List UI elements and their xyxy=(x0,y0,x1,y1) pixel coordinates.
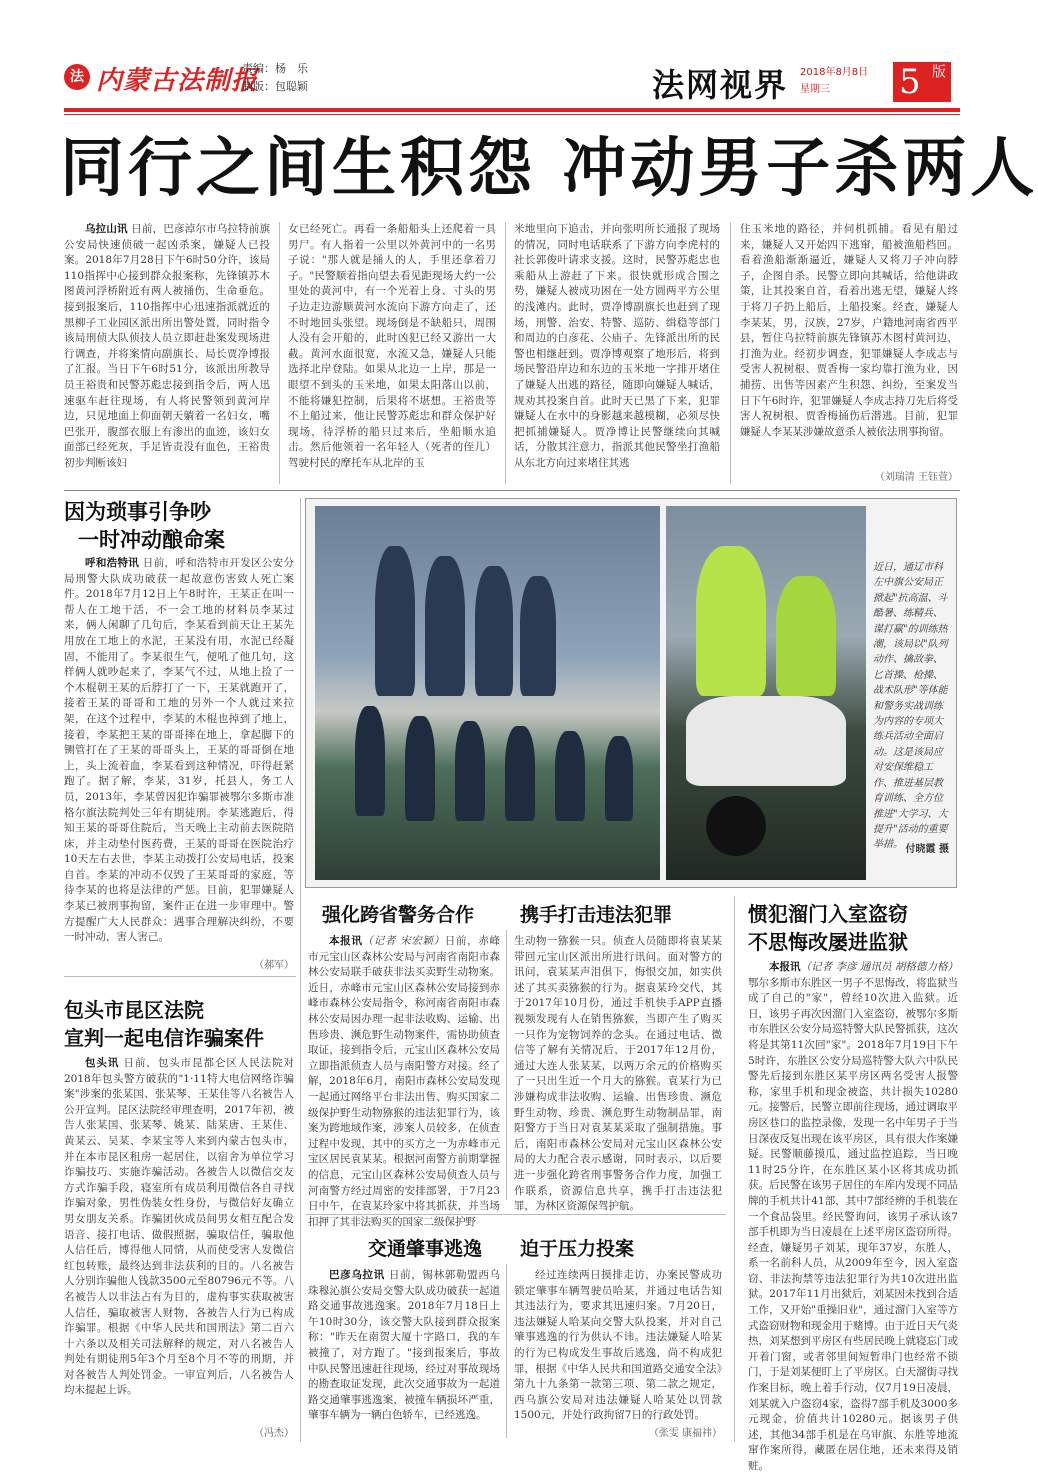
header-rule-thin xyxy=(64,114,960,115)
main-article-text-4: 住玉米地的路径，并伺机抓捕。看见有船过来，嫌疑人又开始四下逃窜，船被渔船档回。看着渔船渐渐逼近，嫌疑人又将刀子冲向脖子，企图自杀。民警立即向其喊话，给他讲政策，让其投案自首，看着出逃无望，嫌疑人终于将刀子扔上船后，上船投案。经查，嫌疑人李某某，男，汉族，27岁，户籍地河南省西平县，暂住乌拉特前旗先锋镇苏木图村黄河边，打渔为业。经初步调查，犯罪嫌疑人李成志与受害人祝树根、贾香梅一家均靠打渔为业，因捕捞、出售等因素产生积怨、纠纷，至案发当日下午6时许，犯罪嫌疑人李成志持刀先后将受害人祝树根、贾香梅捅伤后潜逃。目前，犯罪嫌疑人李某某涉嫌故意杀人被依法刑事拘留。 xyxy=(740,223,958,438)
weekday-text: 星期三 xyxy=(800,84,830,95)
main-headline: 同行之间生积怨 冲动男子杀两人 xyxy=(60,131,1038,206)
newspaper-logo: 内蒙古法制报 xyxy=(96,66,259,96)
article-e-col1 xyxy=(308,1268,500,1438)
article-d-title-line1: 惯犯溜门入室盗窃 xyxy=(748,902,908,926)
traffic-police-photo xyxy=(666,506,866,880)
main-article-text-1: 日前，巴彦淖尔市乌拉特前旗公安局快速侦破一起凶杀案，嫌疑人已投案。2018年7月28日下午6时50分许，该局110指挥中心接到群众报案称，先锋镇苏木图黄河浮桥附近有两人被捅伤，生命垂危。接到报案后，110指挥中心迅速指派就近的黑柳子工业园区派出所出警处置，同时指令该局刑侦大队侦技人员立即赶赴案发现场进行调查，并将案情向副旗长、局长贾净博报了汇报。当日下午6时51分，该派出所教导员王裕贵和民警苏彪忠接到指令后，两人迅速驱车赶往现场，有人将民警领到黄河岸边，只见地面上仰面朝天躺着一名妇女，嘴巴张开，腹部衣服上有渗出的血迹，该妇女面部已经死灰，手足皆责没有血色，王裕贵初步判断该妇 xyxy=(64,223,271,469)
article-e-title-left: 交通肇事逃逸 xyxy=(368,1238,483,1260)
page-number: 5 xyxy=(899,62,921,102)
column-divider xyxy=(734,896,735,1442)
article-e-text-2: 经过连续两日摸排走访，办案民警成功锁定肇事车辆驾驶员哈某，并通过电话告知其违法行为，要求其迅速归案。7月20日，违法嫌疑人哈某向交警大队投案，并对自己肇事逃逸的行为供认不讳。违法嫌疑人哈某的行为已构成发生事故后逃逸，尚不构成犯罪，根据《中华人民共和国道路交通安全法》第九十九条第一款第三项、第二款之规定，西乌旗公安局对违法嫌疑人哈某处以罚款1500元，并处行政拘留7日的行政处罚。 xyxy=(514,1269,722,1422)
main-article-col1 xyxy=(64,222,270,484)
article-a-title-line2: 一时冲动酿命案 xyxy=(78,527,225,552)
article-a-text: 日前，呼和浩特市开发区公安分局刑警大队成功破获一起故意伤害致人死亡案件。2018年7月12日上午8时许，王某正在叫一帮人在工地干活，不一会工地的材料员李某过来，俩人闲聊了几句后，李某看到前天让王某先用放在工地上的水泥，王某没有用，水泥已经凝固，不能用了。李某很生气，便吼了他几句，这样俩人就吵起来了，李某气不过，从地上捡了一个木棍朝王某的后脖打了一下，王某就跑开了，接着王某的哥哥和工地的另外一个人就过来拉架，在这个过程中，李某的木棍也掉到了地上，接着，李某把王某的哥哥摔在地上，拿起脚下的铡管打在了王某的哥哥头上，王某的哥哥倒在地上，头上流着血，李某看到这种情况，吓得赶紧跑了。据了解，李某，31岁，托县人，务工人员，2013年，李某曾因犯诈骗罪被鄂尔多斯市准格尔旗法院判处三年有期徒刑。李某逃跑后，得知王某的哥哥住院后，当天晚上主动前去医院陪床，并主动垫付医药费，王某的哥哥在医院治疗10天左右去世，李某主动拨打公安局电话，投案自首。李某的冲动不仅毁了王某哥哥的家庭，等待李某的也将是法律的严惩。目前，犯罪嫌疑人李某已被刑事拘留，案件正在进一步审理中。警方提醒广大人民群众：遇事合理解决纠纷，不要一时冲动，害人害己。 xyxy=(64,557,295,944)
article-b-title xyxy=(64,996,264,1052)
police-drill-photo xyxy=(315,506,660,880)
article-a-byline: （郝军） xyxy=(254,960,294,971)
article-d-body xyxy=(748,960,958,1472)
column-divider xyxy=(730,222,731,484)
photo-credit: 付晓霞 摄 xyxy=(905,844,949,855)
main-article-text-2: 女已经死亡。再看一条船船头上还爬着一具男尸。有人指着一公里以外黄河中的一名男子说："那人就是捅人的人，手里还拿着刀子。"民警顺着指向望去看见距现场大约一公里处的黄河中，有一个光着上身、寸头的男子边走边游顺黄河水流向下游方向走了，还不时地回头张望。现场倒是不缺船只，周围人没有会开船的，此时凶犯已经又游出一大截。黄河水面很宽，水流又急，嫌疑人只能选择北岸登陆。如果从北边一上岸，那是一眼望不到头的玉米地，如果太阳落山以前，不能将嫌犯控制，后果将不堪想。王裕贵等不上船过来，他让民警苏彪忠和群众保护好现场，待浮桥的船只过来后，坐船顺水追击。然后他领着一名年轻人（死者的侄儿）驾驶村民的摩托车从北岸的玉 xyxy=(288,223,496,469)
article-a-title xyxy=(64,498,225,554)
editor-credits xyxy=(242,60,308,96)
article-c-col2 xyxy=(514,934,722,1213)
main-article-col4 xyxy=(740,222,958,468)
article-d-title-line2: 不思悔改屡进监狱 xyxy=(748,930,908,954)
page-suffix: 版 xyxy=(930,64,946,78)
main-article-lead: 乌拉山讯 xyxy=(85,223,128,235)
article-a-body xyxy=(64,556,294,952)
issue-date xyxy=(800,64,868,98)
article-c-title-right: 携手打击违法犯罪 xyxy=(520,904,673,926)
production-label: 制版：包聪颖 xyxy=(242,80,308,93)
column-divider xyxy=(300,498,301,1442)
article-d-title xyxy=(748,900,908,956)
article-e-text-1: 日前，锡林郭勒盟西乌珠穆沁旗公安局交警大队成功破获一起道路交通事故逃逸案。2018年7月18日上午10时30分，该交警大队接到群众报案称："昨天在南贺大厦十字路口，我的车被撞了，对方跑了。"接到报案后，事故中队民警迅速赶往现场，经过对事故现场的勘查取证发现，此次交通事故为一起道路交通肇事逃逸案，被撞车辆损坏严重，肇事车辆为一辆白色轿车，已经逃逸。 xyxy=(308,1269,500,1422)
column-divider xyxy=(505,222,506,484)
article-d-lead: 本报讯 xyxy=(769,961,801,973)
article-e-title-right: 迫于压力投案 xyxy=(520,1238,635,1260)
article-a-lead: 呼和浩特讯 xyxy=(85,557,140,569)
article-a-title-line1: 因为琐事引争吵 xyxy=(64,499,211,524)
article-c-col1 xyxy=(308,934,501,1228)
article-e-byline: （张雯 康福祎） xyxy=(648,1428,722,1439)
main-article-text-3: 米地里向下追击，并向张明所长通报了现场的情况，同时电话联系了下游方向李虎村的社长郭俊叶请求支援。这时，民警苏彪忠也乘船从上游赶了下来。很快就形成合围之势，嫌疑人被成功困在一处方圆两平方公里的浅滩内。此时，贾净博副旗长也赶到了现场，刑警、治安、特警、巡防、缉稳等部门和周边的白彦花、公庙子、先锋派出所的民警也相继赶到。贾净博观察了地形后，将到场民警沿岸边和东边的玉米地一字排开堵住了嫌疑人出逃的路径，随即向嫌疑人喊话，规劝其投案自首。此时天已黑了下来，犯罪嫌疑人在水中的身影越来越模糊，必须尽快把抓捕嫌疑人。贾净博让民警继续向其喊话，分散其注意力，指派其他民警坐打渔船从东北方向过来堵住其逃 xyxy=(514,223,720,469)
article-d-reporters: （记者 李彦 通讯员 胡格德力格） xyxy=(800,961,958,973)
header-rule xyxy=(64,108,960,112)
article-b-lead: 包头讯 xyxy=(85,1057,120,1069)
article-b-title-line1: 包头市昆区法院 xyxy=(64,998,204,1022)
article-b-text: 日前，包头市昆都仑区人民法院对2018年包头警方破获的"1·11特大电信网络诈骗案"涉案的张某国、张某琴、王某佳等八名被告人公开宣判。昆区法院经审理查明，2017年初，被告人张某国、张某琴、姚某、陆某唐、王某佳、黄某云、吴某、李某宝等人来到内蒙古包头市，并在本市昆区租房一起居住，以宿舍为单位学习诈骗技巧、实施诈骗活动。各被告人以微信交友方式诈骗手段，寝室所有成员利用微信各自寻找诈骗对象，男性伪装女性身份，与微信好友确立男女朋友关系。诈骗团伙成员间男女相互配合发语音、接打电话、做假照据，骗取信任，骗取他人信任后，博得他人同情，从而使受害人发微信红包转账，最终达到非法获利的目的。八名被告人分别诈骗他人钱款3500元至80796元不等。八名被告人以非法占有为目的，虚构事实获取被害人信任，骗取被害人财物，各被告人行为已构成诈骗罪。根据《中华人民共和国刑法》第二百六十六条以及相关司法解释的规定，对八名被告人判处有期徒刑5年3个月至8个月不等的刑期，并对各被告人判处罚金。一审宣判后，八名被告人均未提起上诉。 xyxy=(64,1057,295,1397)
article-b-body xyxy=(64,1056,294,1420)
article-b-title-line2: 宣判一起电信诈骗案件 xyxy=(64,1026,264,1050)
article-c-lead: 本报讯 xyxy=(329,935,363,947)
section-divider xyxy=(306,1214,726,1215)
article-c-reporters: （记者 宋宏颖） xyxy=(362,935,445,947)
date-text: 2018年8月8日 xyxy=(800,67,869,78)
column-divider xyxy=(279,222,280,484)
column-divider xyxy=(506,930,507,1200)
column-divider xyxy=(506,1264,507,1438)
newspaper-logo-icon: 法 xyxy=(64,64,90,90)
article-c-text-1: 日前，赤峰市元宝山区森林公安局与河南省南阳市森林公安局联手破获非法买卖野生动物案。近日，赤峰市元宝山区森林公安局接到赤峰市森林公安局指令，称河南省南阳市森林公安局因办理一起非法收购、运输、出售珍贵、濒危野生动物案件，需协助侦查取证，接到指令后，元宝山区森林公安局立即指派侦查人员与南阳警方对接。经了解，2018年6月，南阳市森林公安局发现一起通过网络平台非法出售、购买国家二级保护野生动物猕猴的违法犯罪行为，该案为跨地域作案，涉案人员较多，在侦查过程中发现，其中的买方之一为赤峰市元宝区居民袁某某。根据河南警方前期掌握的信息，元宝山区森林公安局侦查人员与河南警方经过周密的安排部署，于7月23日中午，在袁某玲家中将其抓获，并当场扣押了其非法购买的国家二级保护野 xyxy=(308,935,501,1228)
main-article-col3 xyxy=(514,222,720,484)
article-d-text: 鄂尔多斯市东胜区一男子不思悔改，将监狱当成了自己的"家"，曾经10次进入监狱。近日，该男子再次因溜门入室盗窃，被鄂尔多斯市东胜区公安分局巡特警大队民警抓获，这次将是其第11次回"家"。2018年7月19日下午5时许，东胜区公安分局巡特警大队六中队民警先后接到东胜区某平房区两名受害人报警称，家里手机和现金被盗，共计损失10280元。接警后，民警立即前往现场，通过调取平房区巷口的监控录像，发现一名中年男子于当日深夜反复出现在该平房区，具有很大作案嫌疑。民警顺藤摸瓜，通过监控追踪，当日晚11时25分许，在东胜区某小区将其成功抓获。后民警在该男子居住的车库内发现不同品牌的手机共计41部，其中7部经辨的手机装在一个食品袋里。经民警询问，该男子承认该7部手机即为当日凌晨在上述平房区盗窃所得。经查，嫌疑男子刘某，现年37岁，东胜人，系一名前科人员，从2009年至今，因入室盗窃、非法拘禁等违法犯罪行为共10次进出监狱。2017年11月出狱后，刘某因未找到合适工作，又开始"重操旧业"，通过溜门入室等方式盗窃财物和现金用于赌博。由于近日天气炎热，刘某想到平房区有些居民晚上就寝忘门或开着门窗，或者邻里间短暂串门也经常不锁门，于是刘某便盯上了平房区。白天溜街寻找作案目标，晚上着手行动，仅7月19日凌晨，刘某就入户盗窃4家，盗得7部手机及3000多元现金，价值共计10280元。据该男子供述，其他34部手机是在乌审旗、东胜等地流窜作案所得，藏匿在居住地，还未来得及销赃。 xyxy=(748,976,958,1472)
section-title: 法网视界 xyxy=(652,66,789,104)
article-e-lead: 巴彦乌拉讯 xyxy=(329,1269,385,1281)
article-e-col2 xyxy=(514,1268,722,1420)
main-article-byline: （刘瑞清 王钰萱） xyxy=(874,472,958,483)
article-c-title-left: 强化跨省警务合作 xyxy=(322,904,475,926)
section-divider xyxy=(64,976,296,977)
main-article-col2 xyxy=(288,222,496,484)
article-b-byline: （冯杰） xyxy=(254,1428,294,1439)
section-divider xyxy=(64,490,960,491)
article-c-text-2: 生动物一猕猴一只。侦查人员随即将袁某某带回元宝山区派出所进行讯问。面对警方的讯问，袁某某声泪俱下，悔恨交加，如实供述了其买卖猕猴的行为。据袁某玲交代，其于2017年10月份，通过手机快手APP直播视频发现有人在销售猕猴，当即产生了购买一只作为宠物饲养的念头。在通过电话、微信等了解有关情况后，于2017年12月份，通过大连人张某某，以两万余元的价格购买了一只出生近一个月大的猕猴。袁某行为已涉嫌构成非法收购、运输、出售珍贵、濒危野生动物、珍贵、濒危野生动物制品罪，南阳警方于当日对袁某某采取了强制措施。事后，南阳市森林公安局对元宝山区森林公安局的大力配合表示感谢，同时表示，以后要进一步强化跨省刑事警务合作力度，加强工作联系，资源信息共享，携手打击违法犯罪，为林区资源保驾护航。 xyxy=(514,935,722,1213)
editor-label: 责编：杨 乐 xyxy=(242,62,308,75)
page-number-badge xyxy=(893,62,951,102)
photo-caption: 近日，通辽市科左中旗公安局正掀起"抗高温、斗酷暑、练精兵、谋打赢"的训练热潮，该局以"队列动作、擒敌拳、匕首操、枪操、战术队形"等体能和警务实战训练为内容的专项大练兵活动全面启动。这是该局应对安保维稳工作、推进基层教育训练、全方位推进"大学习、大提升"活动的重要举措。 xyxy=(873,562,948,851)
